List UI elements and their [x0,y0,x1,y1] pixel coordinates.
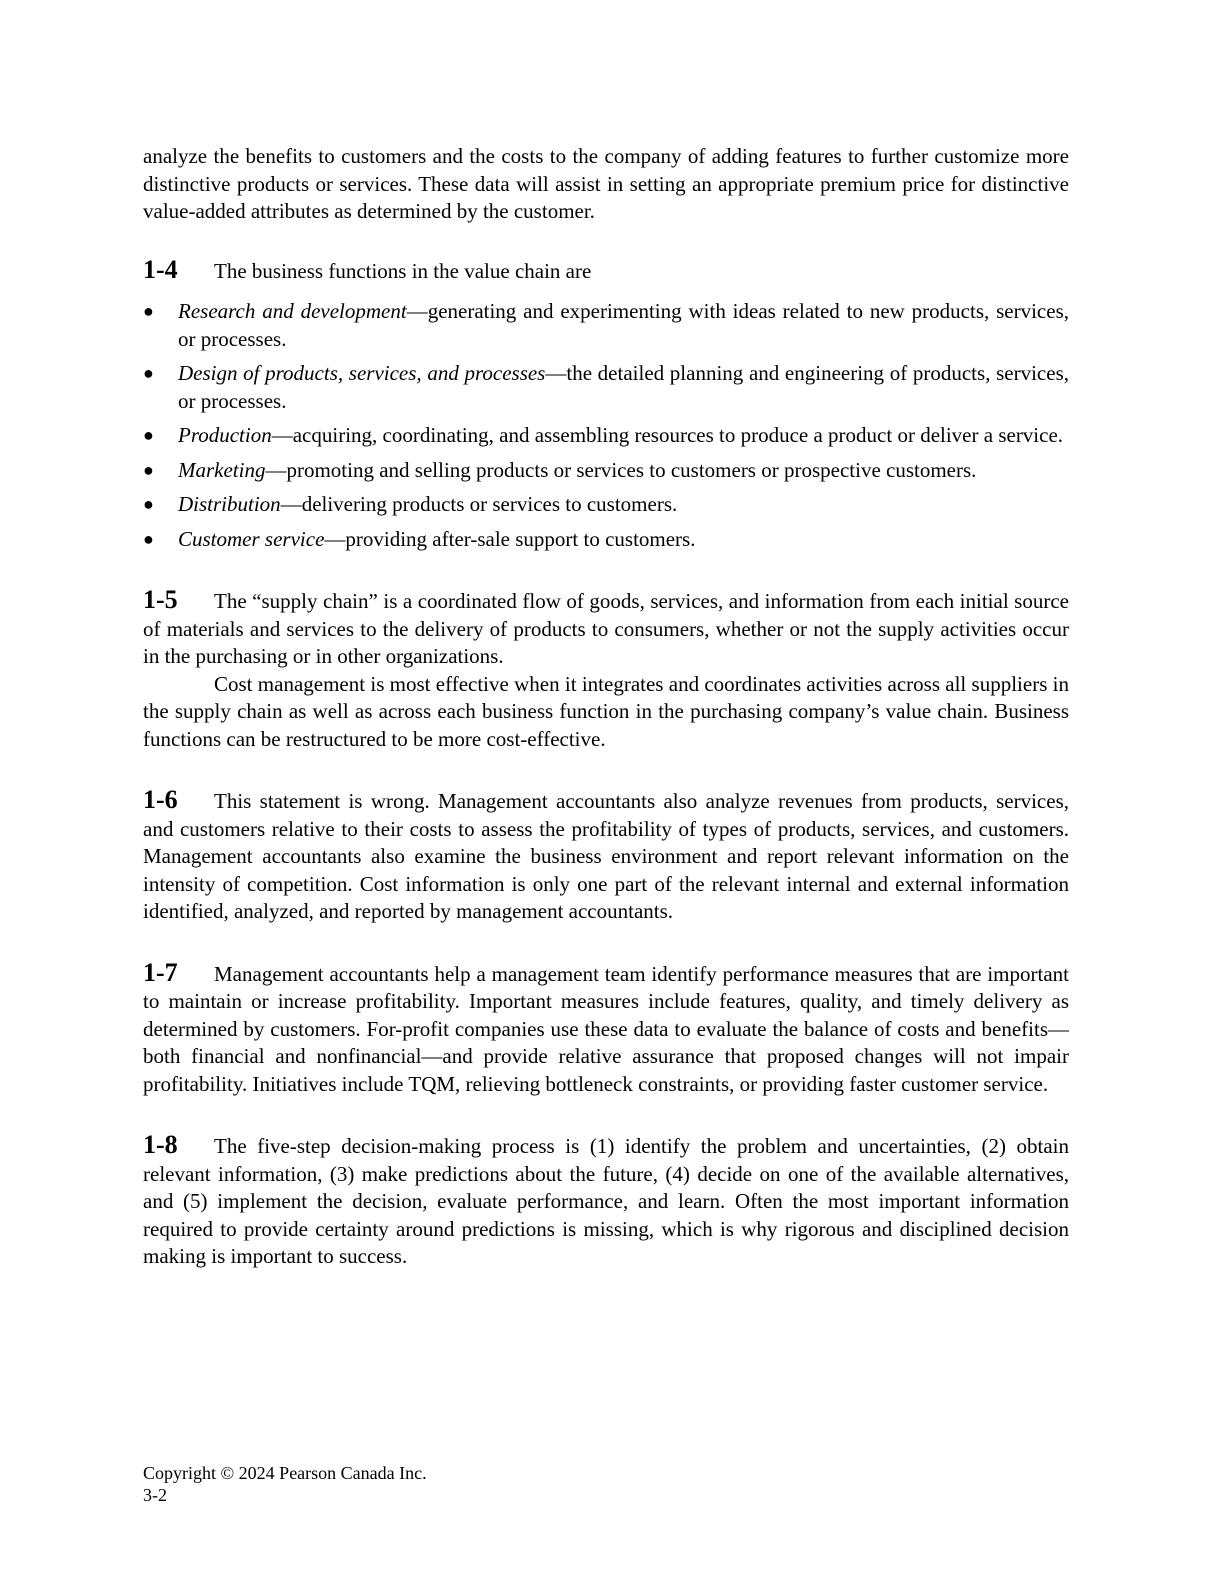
intro-paragraph: analyze the benefits to customers and the costs to the company of adding features to further customize more distinctive products or services. These data will assist in setting an appropriate premium price for distinctive value-added attributes as determined by the customer. [143,144,1069,223]
list-item-desc: —delivering products or services to customers. [280,492,678,516]
question-1-7 [143,959,1069,1099]
list-item [143,491,1069,519]
bullet-icon: ● [143,528,154,549]
question-1-5-second-paragraph: Cost management is most effective when it integrates and coordinates activities across all suppliers in the supply chain as well as across each business function in the purchasing company’s value chain. Business functions can be restructured to be more cost-effective. [143,671,1069,751]
copyright-notice: Copyright © 2024 Pearson Canada Inc. [143,1463,427,1483]
list-item-term: Customer service [178,526,325,551]
question-1-6 [143,786,1069,926]
page-number: 3-2 [143,1485,167,1505]
list-item-term: Production [178,423,272,447]
list-item [143,422,1069,450]
question-1-4 [143,256,1069,554]
list-item-desc: —acquiring, coordinating, and assembling resources to produce a product or deliver a service. [271,423,1064,447]
list-item-desc: —promoting and selling products or services to customers or prospective customers. [265,457,977,482]
question-number: 1-5 [143,585,178,614]
question-1-8-paragraph [143,1131,1069,1271]
question-text: Management accountants help a management team identify performance measures that are important to maintain or increase profitability. Important measures include features, quality, and timely delivery as determined by customers. For-profit companies use these data to evaluate the balance of costs and benefits—both financial and nonfinancial—and provide relative assurance that proposed changes will not impair profitability. Initiatives include TQM, relieving bottleneck constraints, or providing faster customer service. [143,961,1069,1096]
list-item [143,298,1069,353]
document-page [143,143,1069,1271]
list-item-term: Distribution [178,492,281,516]
list-item-desc: —providing after-sale support to customers. [324,526,696,551]
question-number: 1-6 [143,785,178,814]
bullet-icon: ● [143,363,154,383]
list-item-term: Marketing [178,457,266,482]
question-number: 1-8 [143,1130,178,1159]
question-1-5 [143,586,1069,753]
list-item-term: Research and development [178,299,407,323]
list-item [143,526,1069,554]
question-1-7-paragraph [143,959,1069,1099]
bullet-icon: ● [143,425,154,445]
question-text: The “supply chain” is a coordinated flow of goods, services, and information from each initial source of materials and services to the delivery of products to consumers, whether or not the supply activities occur in the purchasing or in other organizations. [143,589,1069,668]
value-chain-list [143,298,1069,553]
question-text: The five-step decision-making process is (1) identify the problem and uncertainties, (2) obtain relevant information, (3) make predictions about the future, (4) decide on one of the available alternatives, and (5) implement the decision, evaluate performance, and learn. Often the most important information required to provide certainty around predictions is missing, which is why rigorous and disciplined decision making is important to success. [143,1134,1069,1268]
page-footer [143,1462,427,1506]
bullet-icon: ● [143,494,154,514]
question-1-8 [143,1131,1069,1271]
list-item-desc: —the detailed planning and engineering of products, services, or processes. [178,361,1069,413]
list-item [143,457,1069,485]
list-item-term: Design of products, services, and processes [178,361,546,385]
question-1-6-paragraph [143,786,1069,926]
question-number: 1-4 [143,254,178,284]
list-item [143,360,1069,415]
question-1-5-paragraph [143,586,1069,671]
list-item-desc: —generating and experimenting with ideas related to new products, services, or processes. [178,299,1069,351]
bullet-icon: ● [143,459,154,480]
question-1-4-lead-paragraph [143,256,1069,286]
question-lead-text: The business functions in the value chain are [214,258,592,283]
question-number: 1-7 [143,957,178,987]
question-text: This statement is wrong. Management accountants also analyze revenues from products, services, and customers relative to their costs to assess the profitability of types of products, services, and customers. Management accountants also examine the business environment and report relevant information on the intensity of competition. Cost information is only one part of the relevant internal and external information identified, analyzed, and reported by management accountants. [143,789,1069,923]
bullet-icon: ● [143,301,154,321]
